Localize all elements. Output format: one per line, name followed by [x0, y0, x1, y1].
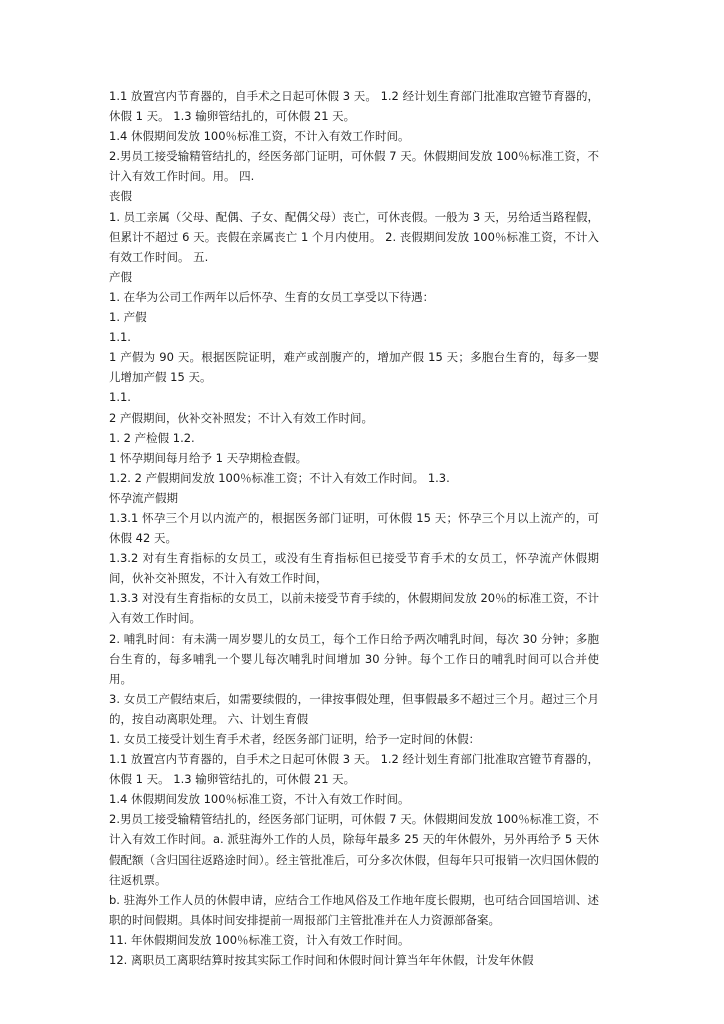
paragraph: 1.2. 2 产假期间发放 100％标准工资；不计入有效工作时间。 1.3.	[109, 470, 450, 485]
document-body	[109, 86, 599, 970]
paragraph: 2.男员工接受输精管结扎的，经医务部门证明，可休假 7 天。休假期间发放 100％标准工资，不计入有效工作时间。用。 四.	[109, 149, 599, 184]
paragraph: 1.3.1 怀孕三个月以内流产的，根据医务部门证明，可休假 15 天；怀孕三个月以上流产的，可休假 42 天。	[109, 510, 599, 546]
paragraph: 1. 2 产检假 1.2.	[109, 430, 195, 445]
paragraph: 1.1.	[109, 390, 131, 405]
paragraph: 1. 在华为公司工作两年以后怀孕、生育的女员工享受以下待遇：	[109, 289, 435, 304]
paragraph: 2.男员工接受输精管结扎的，经医务部门证明，可休假 7 天。休假期间发放 100％标准工资，不计入有效工作时间。a. 派驻海外工作的人员，除每年最多 25 天的年休假外，另外再给予 5 天休假配额（含归国往返路途时间）。经主管批准后，可分多次休假，但每年只可报销一次归国休假的往返机票。	[109, 812, 599, 887]
paragraph: 11. 年休假期间发放 100％标准工资，计入有效工作时间。	[109, 932, 410, 947]
paragraph: 1.1 放置宫内节育器的，自手术之日起可休假 3 天。 1.2 经计划生育部门批准取宫镫节育器的，休假 1 天。 1.3 输卵管结扎的，可休假 21 天。	[109, 89, 599, 124]
paragraph: 2 产假期间，伙补交补照发；不计入有效工作时间。	[109, 410, 373, 425]
section-heading-maternity-leave: 产假	[109, 269, 132, 284]
paragraph: 1. 员工亲属（父母、配偶、子女、配偶父母）丧亡，可休丧假。一般为 3 天，另给适当路程假，但累计不超过 6 天。丧假在亲属丧亡 1 个月内使用。 2. 丧假期间发放 100％标准工资，不计入有效工作时间。 五.	[109, 209, 599, 264]
paragraph: 1.3.2 对有生育指标的女员工，或没有生育指标但已接受节育手术的女员工，怀孕流产休假期间，伙补交补照发，不计入有效工作时间，	[109, 551, 599, 586]
paragraph: 1. 女员工接受计划生育手术者，经医务部门证明，给予一定时间的休假：	[109, 732, 481, 746]
paragraph: 1. 产假	[109, 310, 147, 325]
paragraph: 1 产假为 90 天。根据医院证明，难产或剖腹产的，增加产假 15 天；多胞台生育的，每多一婴儿增加产假 15 天。	[109, 350, 599, 385]
paragraph: 2. 哺乳时间：有未满一周岁婴儿的女员工，每个工作日给予两次哺乳时间，每次 30 分钟；多胞台生育的，每多哺乳一个婴儿每次哺乳时间增加 30 分钟。每个工作日的哺乳时间可以合并使用。	[109, 631, 599, 686]
paragraph: 1 怀孕期间每月给予 1 天孕期检查假。	[109, 450, 308, 465]
paragraph: 1.4 休假期间发放 100％标准工资，不计入有效工作时间。	[109, 129, 410, 144]
paragraph: 3. 女员工产假结束后，如需要续假的，一律按事假处理，但事假最多不超过三个月。超过三个月的，按自动离职处理。 六、计划生育假	[109, 691, 599, 726]
paragraph: 1.3.3 对没有生育指标的女员工，以前未接受节育手续的，休假期间发放 20％的标准工资，不计入有效工作时间。	[109, 591, 599, 626]
paragraph: 1.1 放置宫内节育器的，自手术之日起可休假 3 天。 1.2 经计划生育部门批准取宫镫节育器的，休假 1 天。 1.3 输卵管结扎的，可休假 21 天。	[109, 752, 599, 787]
paragraph: 12. 离职员工离职结算时按其实际工作时间和休假时间计算当年年休假，计发年休假	[109, 953, 534, 968]
paragraph: b. 驻海外工作人员的休假申请，应结合工作地风俗及工作地年度长假期，也可结合回国培训、述职的时间假期。具体时间安排提前一周报部门主管批准并在人力资源部备案。	[109, 892, 599, 927]
section-heading-miscarriage-leave: 怀孕流产假期	[109, 490, 178, 505]
paragraph: 1.1.	[109, 330, 131, 345]
paragraph: 1.4 休假期间发放 100％标准工资，不计入有效工作时间。	[109, 792, 410, 807]
section-heading-funeral-leave: 丧假	[109, 189, 132, 204]
